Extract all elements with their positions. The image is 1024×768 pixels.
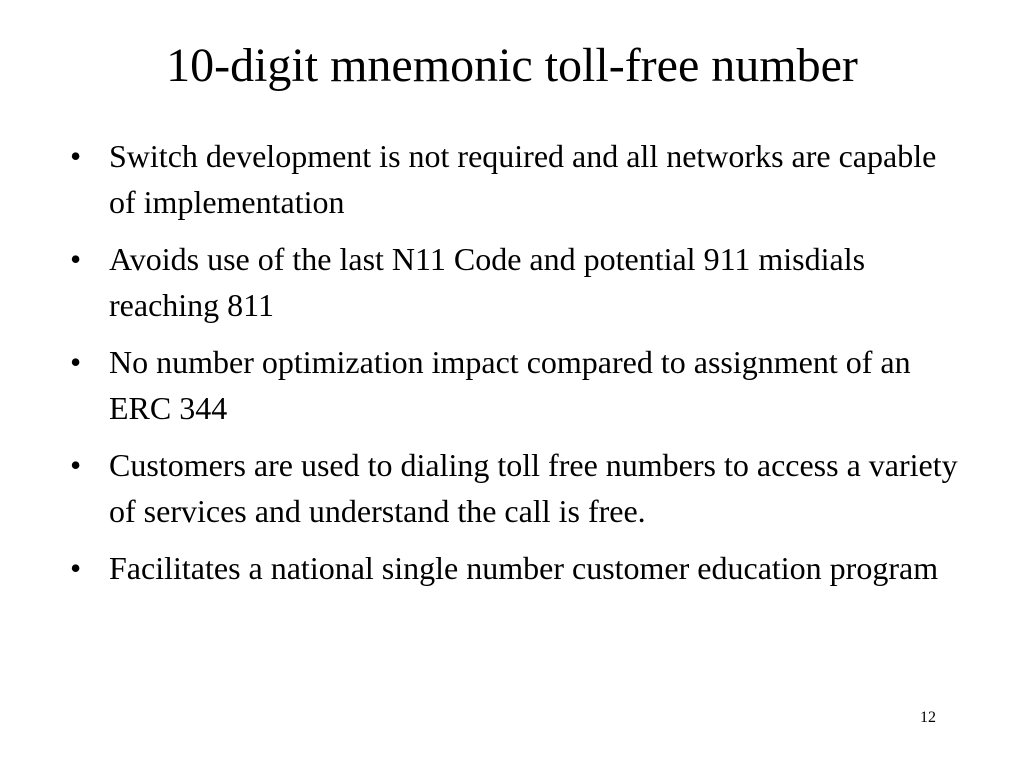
bullet-text: Switch development is not required and all networks are capable of implementation <box>109 138 937 220</box>
bullet-item <box>70 236 970 328</box>
bullet-item <box>70 133 970 225</box>
bullet-item <box>70 339 970 431</box>
bullet-icon: • <box>70 241 82 277</box>
bullet-text: Avoids use of the last N11 Code and potential 911 misdials reaching 811 <box>109 241 866 323</box>
page-number: 12 <box>920 709 936 726</box>
bullet-item <box>70 442 970 534</box>
bullet-text: Facilitates a national single number customer education program <box>109 550 939 586</box>
bullet-text: Customers are used to dialing toll free numbers to access a variety of services and understand the call is free. <box>109 447 958 529</box>
bullet-icon: • <box>70 138 82 174</box>
slide-title: 10-digit mnemonic toll-free number <box>166 39 858 92</box>
bullet-list <box>70 133 970 602</box>
bullet-icon: • <box>70 344 82 380</box>
bullet-icon: • <box>70 550 82 586</box>
bullet-text: No number optimization impact compared to assignment of an ERC 344 <box>109 344 911 426</box>
bullet-item <box>70 545 970 591</box>
bullet-icon: • <box>70 447 82 483</box>
